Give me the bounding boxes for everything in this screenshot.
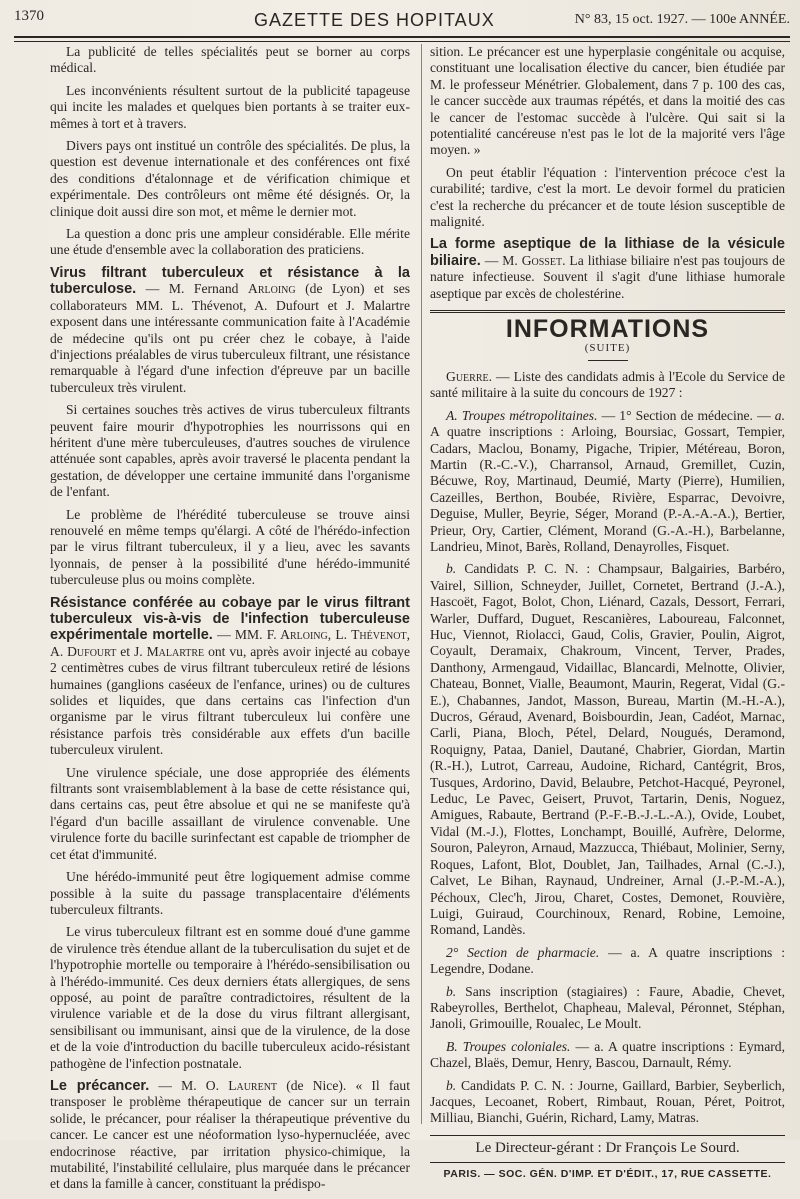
right-column [430,44,785,1183]
paragraph: Une virulence spéciale, une dose appropriée des éléments filtrants sont vraisemblablement à la base de cette résistance qui, dans certains cas, peut être absolue et qui ne se manifeste qu'à l'égard d'un bacille assaillant de virulence convenable. Une virulence forte du bacille surinfectant est capable de triompher de cet état d'immunité. [50,764,410,862]
paragraph: On peut établir l'équation : l'intervention précoce c'est la curabilité; tardive, c'est la mort. Le devoir formel du praticien c'est la recherche du précancer et de toute lésion susceptible de malignité. [430,164,785,230]
name-list: A quatre inscriptions : Eymard, Chazel, Blaës, Demur, Henry, Bascou, Darnault, Rémy. [430,1038,785,1071]
article-title: Virus filtrant tuberculeux et résistance à la tuberculose. [50,264,410,298]
subsection-heading: A. Troupes métropolitaines. [446,407,598,423]
article-lithiase: La forme aseptique de la lithiase de la vésicule biliaire. — M. Gosset. La lithiase biliaire n'est pas toujours de nature infectieuse. Souvent il s'agit d'une lithiase humorale aseptique par excès de cholestérine. [430,236,785,301]
article-virus-filtrant: Virus filtrant tuberculeux et résistance à la tuberculose. — M. Fernand Arloing (de Lyon) et ses collaborateurs MM. L. Thévenot, A. Dufourt et J. Malartre exposent dans une intéressante communication faite à l'Académie de médecine qu'ils ont pu créer chez le cobaye, à l'aide d'injections préalables de virus tuberculeux filtrant, une résistance remarquable à l'égard d'une infection d'épreuve par un bacille tuberculeux très virulent. [50,264,411,395]
author-name: Gosset [521,252,563,268]
list-troupes-metropolitaines: A. Troupes métropolitaines. — 1° Section de médecine. — a. A quatre inscriptions : Arloing, Boursiac, Gossart, Tempier, Cadars, Maclou, Bonamy, Pigache, Tripier, Météreau, Boron, Martin (R.-C.-V.), Charransol, Arnaud, Gremillet, Cuzin, Bécuwe, Roy, Martinaud, Deumié, Marty (Pierre), Humilien, Cazeilles, Berthon, Boubée, Rivière, Esparrac, Devoivre, Deguise, Muller, Beyrie, Séger, Morand (P.-A.-A.-A.), Bertier, Prieur, Ory, Cartier, Clément, Morand (G.-A.-H.), Barbelanne, Landrieu, Minot, Barès, Rolland, Denayrolles, Fisquet. [430,407,785,554]
list-troupes-coloniales: B. Troupes coloniales. — a. A quatre inscriptions : Eymard, Chazel, Blaës, Demur, Henry, Bascou, Darnault, Rémy. [430,1038,785,1071]
printer-line: PARIS. — SOC. GÉN. D'IMP. ET D'ÉDIT., 17, RUE CASSETTE. [430,1162,785,1182]
notice-guerre: Guerre. — Liste des candidats admis à l'Ecole du Service de santé militaire à la suite du concours de 1927 : [430,368,785,401]
paragraph: Le virus tuberculeux filtrant est en somme doué d'une gamme de virulence très étendue allant de la tuberculisation du sujet et de l'hypotrophie mortelle ou temporaire à l'hérédo-sensibilisation ou à l'hérédo-immunité. Ces deux derniers états allergiques, de sens opposé, au point de paraître contradictoires, résultent de la virulence variable et de la dose du virus filtrant allergisant, sensibilisant ou immunisant, ainsi que de la virulence, de la dose et de la voie d'introduction du bacille tuberculeux acido-résistant pathogène de l'infection postnatale. [50,924,410,1071]
paragraph: La question a donc pris une ampleur considérable. Elle mérite une étude d'ensemble avec la collaboration des praticiens. [50,226,410,258]
page-header [14,6,790,38]
name-list: A quatre inscriptions : Arloing, Boursiac, Gossart, Tempier, Cadars, Maclou, Bonamy, Pigache, Tripier, Météreau, Boron, Martin (R.-C.-V.), Charransol, Arnaud, Gremillet, Cuzin, Bécuwe, Roy, Martinaud, Deumié, Marty (Pierre), Humilien, Cazeilles, Berthon, Boubée, Rivière, Esparrac, Devoivre, Deguise, Muller, Beyrie, Séger, Morand (P.-A.-A.-A.), Bertier, Prieur, Ory, Cartier, Clément, Morand (G.-A.-H.), Barbelanne, Landrieu, Minot, Barès, Rolland, Denayrolles, Fisquet. [430,424,785,554]
paragraph: Les inconvénients résultent surtout de la publicité tapageuse qui incite les malades et quelques bien portants à se traiter eux-mêmes à tort et à travers. [50,82,410,131]
issue-info: N° 83, 15 oct. 1927. — 100e ANNÉE. [574,12,790,27]
paragraph: Une hérédo-immunité peut être logiquement admise comme possible à la suite du passage transplacentaire d'éléments tuberculeux filtrants. [50,869,410,917]
directeur-gerant: Le Directeur-gérant : Dr François Le Sourd. [475,1139,740,1156]
column-divider [421,44,422,1124]
section-subtitle: (SUITE) [584,341,631,354]
name-list: Candidats P. C. N. : Champsaur, Balgairies, Barbéro, Vairel, Sillion, Schneyder, Juillet, Cornetet, Bertrand (J.-A.), Hascoët, Fagot, Bolot, Chon, Liénard, Cazals, Dessort, Ferrari, Warler, Duffard, Duguet, Rescanières, Laboureau, Falconnet, Huc, Viennot, Riolacci, Gaud, Colis, Gravier, Poulin, Aigrot, Coyault, Deramaix, Chakroum, Vincent, Terver, Prades, Danthony, Armengaud, Vidaillac, Blancardi, Melnotte, Olivier, Chateau, Bonnet, Vialle, Beaumont, Maurin, Regerat, Vidal (G.-E.), Chabannes, Jandot, Masson, Bureau, Martin (M.-H.-A.), Ducros, Géraud, Avenard, Boisbourdin, Jean, Cadéot, Marnac, Carli, Piana, Bloch, Pétel, Delard, Nougués, Deramond, Roquigny, Pataa, Daniel, Dautané, Chabrier, Giordan, Martin (R.-H.), Lutrot, Carreau, Audoine, Richard, Cantégrit, Bros, Tusques, Ardorino, David, Belaubre, Petchot-Hacqué, Peyronel, Leduc, Le Pavec, Geisert, Pruvot, Tartarin, Denis, Noguez, Amigues, Rabaute, Bertrand (P.-F.-B.-J.-L.-A.), Ovide, Loubet, Vidal (M.-J.), Flottes, Lonchampt, Bouillé, Aufrère, Delorme, Souron, Paleyron, Arnaud, Mazzucca, Thiébaut, Molinier, Serny, Roques, Lafont, Blot, Doublet, Jan, Tailhades, Arnal (C.-J.), Calvet, Le Bihan, Raynaud, Undreiner, Arnal (J.-P.-M.-A.), Péchoux, Clec'h, Jirou, Charet, Costes, Demonet, Rouvière, Luigi, Guiraud, Courchinoux, Renard, Robine, Lemoine, Romand, Landès. [430,561,785,938]
article-title: La forme aseptique de la lithiase de la vésicule biliaire. [430,236,785,269]
name-list: A quatre inscriptions : Legendre, Dodane. [430,944,785,977]
list-pharmacie: 2° Section de pharmacie. — a. A quatre inscriptions : Legendre, Dodane. [430,944,785,977]
list-stagiaires: b. Sans inscription (stagiaires) : Faure, Abadie, Chevet, Rabeyrolles, Berthelot, Chapheau, Maleval, Péronnet, Stéphan, Janoli, Grimouille, Roualec, Le Moult. [430,983,785,1032]
short-rule [588,360,628,361]
notice-label: Guerre. [446,368,492,384]
subsection-heading: 2° Section de pharmacie. [446,944,600,960]
article-precancer: Le précancer. — M. O. Laurent (de Nice). « Il faut transposer le problème thérapeutique de cancer sur un terrain solide, le précancer, pour réaliser la thérapeutique préventive du cancer. Le cancer est une néoformation lyso-hypernucléée, avec endocrinose réactive, par irritation physico-chimique, la mutabilité, l'instabilité cellulaire, plus marquée dans le précancer et dans la famille à cancer, constituant la prédispo- [50,1077,410,1192]
journal-title: GAZETTE DES HOPITAUX [254,10,495,30]
author-name: Arloing [248,281,296,297]
author-names: F. Arloing, L. Thévenot, A. Dufourt [50,627,410,659]
author-name: Laurent [228,1077,278,1093]
article-title: Le précancer. [50,1077,150,1094]
paragraph: sition. Le précancer est une hyperplasie congénitale ou acquise, constituant une localisation élective du cancer, bien étudiée par M. le professeur Ménétrier. Globalement, dans 7 p. 100 des cas, le cancer succède aux traumas répétés, et dans la moitié des cas le cancer de l'estomac succède à l'ulcère. Qui sait si la potentialité cancéreuse n'est pas le lot de la majorité vers l'âge moyen. » [430,44,785,158]
list-coloniales-pcn: b. Candidats P. C. N. : Journe, Gaillard, Barbier, Seyberlich, Jacques, Lecoanet, Robert, Rimbaut, Rouan, Péret, Poitrot, Milliau, Bianchi, Guérin, Richard, Lamy, Matras. [430,1077,786,1126]
footer-rule [430,1135,785,1136]
paragraph: La publicité de telles spécialités peut se borner au corps médical. [50,44,410,76]
name-list: Candidats P. C. N. : Journe, Gaillard, Barbier, Seyberlich, Jacques, Lecoanet, Robert, Rimbaut, Rouan, Péret, Poitrot, Milliau, Bianchi, Guérin, Richard, Lamy, Matras. [430,1077,786,1126]
list-candidats-pcn: b. Candidats P. C. N. : Champsaur, Balgairies, Barbéro, Vairel, Sillion, Schneyder, Juillet, Cornetet, Bertrand (J.-A.), Hascoët, Fagot, Bolot, Chon, Liénard, Cazals, Dessort, Ferrari, Warler, Duffard, Duguet, Rescanières, Laboureau, Falconnet, Huc, Viennot, Riolacci, Gaud, Colis, Gravier, Poulin, Aigrot, Coyault, Deramaix, Chakroum, Vincent, Terver, Prades, Danthony, Armengaud, Vidaillac, Blancardi, Melnotte, Olivier, Chateau, Bonnet, Vialle, Beaumont, Maurin, Regerat, Vidal (G.-E.), Chabannes, Jandot, Masson, Bureau, Martin (M.-H.-A.), Ducros, Géraud, Avenard, Boisbourdin, Jean, Cadéot, Marnac, Carli, Piana, Bloch, Pétel, Delard, Nougués, Deramond, Roquigny, Pataa, Daniel, Dautané, Chabrier, Giordan, Martin (R.-H.), Lutrot, Carreau, Audoine, Richard, Cantégrit, Bros, Tusques, Ardorino, David, Belaubre, Petchot-Hacqué, Peyronel, Leduc, Le Pavec, Geisert, Pruvot, Tartarin, Denis, Noguez, Amigues, Rabaute, Bertrand (P.-F.-B.-J.-L.-A.), Ovide, Loubet, Vidal (M.-J.), Flottes, Lonchampt, Bouillé, Aufrère, Delorme, Souron, Paleyron, Arnaud, Mazzucca, Thiébaut, Molinier, Serny, Roques, Lafont, Blot, Doublet, Jan, Tailhades, Arnal (C.-J.), Calvet, Le Bihan, Raynaud, Undreiner, Arnal (J.-P.-M.-A.), Péchoux, Clec'h, Jirou, Charet, Costes, Demonet, Rouvière, Luigi, Guiraud, Courchinoux, Renard, Robine, Lemoine, Romand, Landès. [430,561,785,938]
paragraph: Si certaines souches très actives de virus tuberculeux filtrants peuvent faire mourir d'hypotrophies les nourrissons qui en héritent d'une mère tuberculeuses, d'autres souches de virulence atténuée sont capables, après avoir traversé le placenta pendant la gestation, de développer une certaine immunité dans l'organisme de l'enfant. [50,402,410,500]
subsection-heading: B. Troupes coloniales. [446,1038,571,1054]
article-resistance: Résistance conférée au cobaye par le virus filtrant tuberculeux vis-à-vis de l'infection tuberculeuse expérimentale mortelle. — MM. F. Arloing, L. Thévenot, A. Dufourt et J. Malartre ont vu, après avoir injecté au cobaye 2 centimètres cubes de virus filtrant tuberculeux retiré de lésions humaines (ganglions caséeux de l'enfance, urines) ou de cultures solides et liquides, que dans certains cas l'infection d'un organisme par le virus filtrant tuberculeux lui confère une résistance parfois très considérable aux effets d'un bacille tuberculeux virulent. [50,594,410,758]
name-list: Sans inscription (stagiaires) : Faure, Abadie, Chevet, Rabeyrolles, Berthelot, Chapheau, Maleval, Péronnet, Stéphan, Janoli, Grimouille, Roualec, Le Moult. [430,983,785,1032]
paragraph: Le problème de l'hérédité tuberculeuse se trouve ainsi renouvelé en même temps qu'élargi. A côté de l'hérédo-infection par le virus filtrant tuberculeux, il y a lieu, avec les savants lyonnais, de penser à la possibilité d'une hérédo-immunité tuberculeuse plus ou moins complète. [50,506,410,588]
author-name: Malartre [146,643,205,659]
article-title: Résistance conférée au cobaye par le virus filtrant tuberculeux vis-à-vis de l'infection tuberculeuse expérimentale mortelle. [50,594,410,644]
left-column [50,44,410,1199]
section-title: INFORMATIONS [505,315,710,344]
page-number: 1370 [14,8,44,24]
header-rule [14,41,790,42]
section-rule [430,310,785,313]
paragraph: Divers pays ont institué un contrôle des spécialités. De plus, la question est devenue internationale et des conférences ont fixé des conditions d'étalonnage et de vérification chimique et expérimentale. Des contrôleurs ont même été désignés. Or, la clinique doit aussi dire son mot, et même le dernier mot. [50,138,410,219]
